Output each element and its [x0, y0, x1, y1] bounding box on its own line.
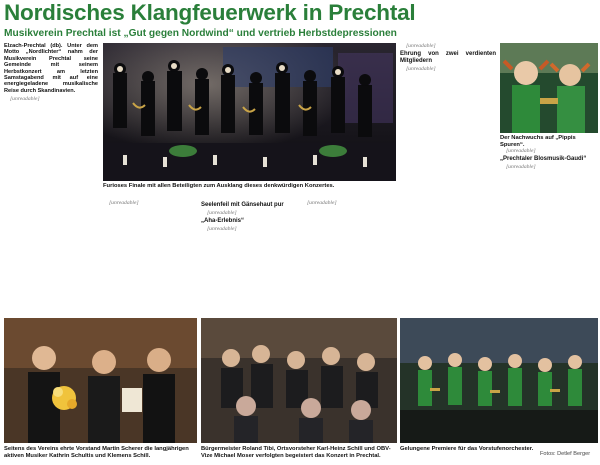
col1-body: [unreadable] [10, 96, 40, 103]
photo-concert-finale [103, 43, 396, 181]
photo-credit: Fotos: Detlef Berger [540, 451, 591, 457]
photo-pippi-kids [500, 43, 598, 133]
caption-pippis: Der Nachwuchs auf „Pippis Spuren“. [500, 135, 576, 148]
photo-audience-dignitaries [201, 318, 397, 443]
col3-body-2: [unreadable] [207, 226, 237, 232]
caption-bottom-left: Seitens des Vereins ehrte Vorstand Martin Scherer die langjährigen aktiven Musiker Kathrin Schultis und Klemens Schill. [4, 446, 189, 459]
column-3 [201, 200, 297, 310]
col4-body-2: [unreadable] [406, 66, 436, 72]
photo-honoring-members [4, 318, 197, 443]
column-2 [103, 200, 196, 310]
col2-body: [unreadable] [109, 200, 139, 206]
col3-heading: Seelenfeil mit Gänsehaut pur [201, 202, 284, 208]
col3-heading-2: „Aha-Erlebnis“ [201, 218, 245, 225]
col4-heading: Ehrung von zwei verdienten Mitgliedern [400, 51, 496, 65]
caption-bottom-right: Gelungene Premiere für das Vorstufenorchester. [400, 446, 534, 452]
col4-body: [unreadable] [307, 200, 337, 206]
column-4-top [400, 43, 496, 310]
col3-body: [unreadable] [207, 209, 237, 216]
column-1 [4, 43, 98, 310]
headline: Nordisches Klangfeuerwerk in Prechtal [4, 0, 416, 25]
column-5 [500, 148, 598, 310]
photo-junior-orchestra [400, 318, 598, 443]
col5-body-2: [unreadable] [506, 164, 536, 171]
caption-bottom-mid: Bürgermeister Roland Tibi, Ortsvorsteher Karl-Heinz Schill und OBV-Vize Michael Moser verfolgten begeistert das Konzert in Prechtal. [201, 446, 391, 459]
col5-body: [unreadable] [506, 148, 536, 154]
article-lead: Elzach-Prechtal (db). Unter dem Motto „Nordlichter“ nahm der Musikverein Prechtal seine Gemeinde mit seinem Herbstkonzert am letzten Samstagabend mit auf eine energiegeladene musikalische Reise durch Skandinavien. [4, 43, 98, 94]
col4-top-body: [unreadable] [406, 43, 436, 49]
column-4 [301, 200, 396, 310]
caption-main: Furioses Finale mit allen Beteiligten zum Ausklang dieses denkwürdigen Konzertes. [103, 183, 335, 189]
subheadline: Musikverein Prechtal ist „Gut gegen Nordwind“ und vertrieb Herbstdepressionen [4, 28, 397, 39]
col5-heading: „Prechtaler Blosmusik-Gaudi“ [500, 156, 587, 163]
